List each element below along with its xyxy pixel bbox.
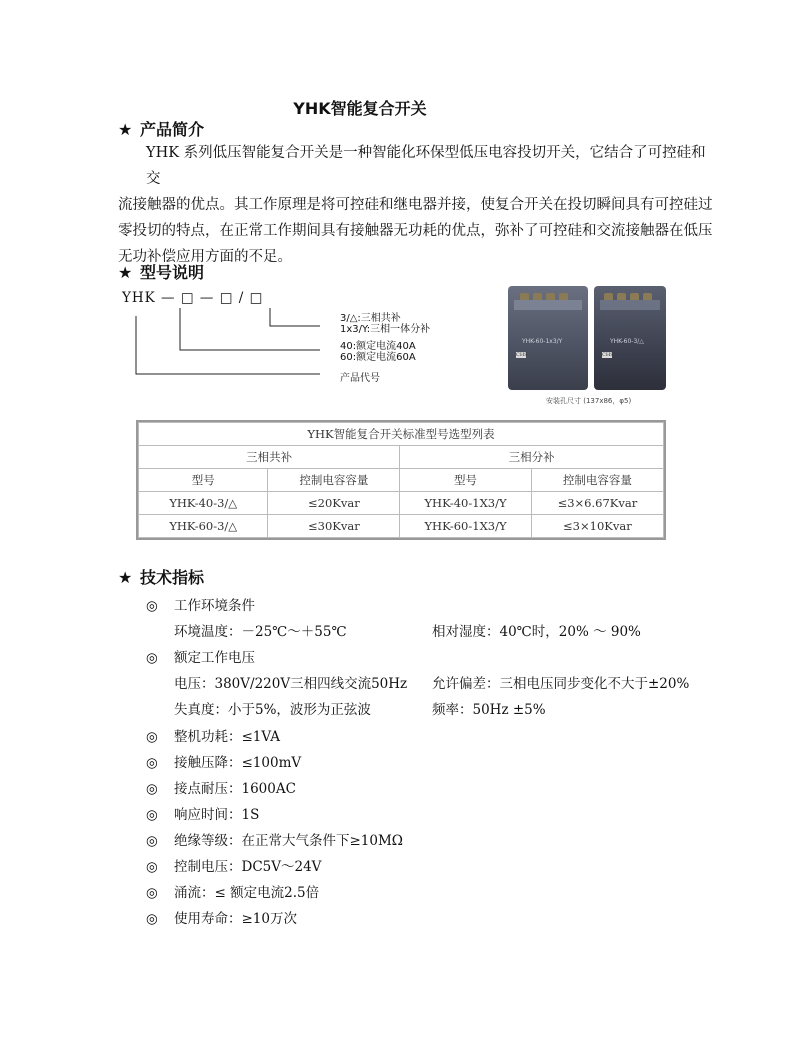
table-header: 控制电容容量 [531,469,663,492]
table-row [139,492,664,515]
product-photo [506,282,668,390]
spec-item-text: 使用寿命：≥10万次 [174,911,297,927]
star-icon: ★ [118,568,133,587]
bullet-icon: ◎ [146,859,158,875]
model-heading [118,260,204,283]
table-header: 控制电容容量 [268,469,400,492]
device2-label: YHK-60-3/△ [610,338,644,345]
model-heading-text: 型号说明 [140,263,205,282]
selection-table [136,420,666,540]
table-cell: YHK-40-3/△ [139,492,268,515]
spec-env-heading [146,594,255,614]
spec-item-text: 响应时间：1S [174,807,260,823]
note-3-delta: 3/△:三相共补 [340,313,401,324]
intro-line: 零投切的特点，在正常工作期间具有接触器无功耗的优点，弥补了可控硅和交流接触器在低压 [118,223,713,239]
spec-item-text: 整机功耗：≤1VA [174,729,280,745]
table-cell: ≤3×10Kvar [531,515,663,538]
intro-heading-text: 产品简介 [140,120,205,139]
spec-item [146,906,403,932]
model-code: YHK — □ — □ / □ [122,290,264,306]
table-cell: YHK-60-1X3/Y [400,515,532,538]
intro-line: 无功补偿应用方面的不足。 [118,249,292,265]
table-cell: ≤30Kvar [268,515,400,538]
table-caption: YHK智能复合开关标准型号选型列表 [139,423,664,446]
spec-env-temp: 环境温度：－25℃～＋55℃ [174,624,347,640]
table-cell: YHK-60-3/△ [139,515,268,538]
spec-item [146,802,403,828]
spec-list [146,724,403,932]
table-cell: ≤20Kvar [268,492,400,515]
spec-item [146,750,403,776]
spec-env-humidity: 相对湿度：40℃时，20% ～ 90% [432,624,641,640]
code-note-current [340,341,416,363]
spec-volt-heading-text: 额定工作电压 [174,650,255,666]
note-product-code: 产品代号 [340,373,380,384]
device2-brand: CHS [602,352,614,358]
model-code-leader-lines [120,300,320,380]
table-row [139,515,664,538]
bullet-icon: ◎ [146,598,158,614]
spec-item [146,854,403,880]
note-1x3-y: 1x3/Y:三相一体分补 [340,324,431,335]
bullet-icon: ◎ [146,650,158,666]
intro-line: YHK 系列低压智能复合开关是一种智能化环保型低压电容投切开关，它结合了可控硅和交 [146,145,706,187]
device-3phase-common [594,286,666,390]
tech-heading [118,565,204,588]
note-40a: 40:额定电流40A [340,341,416,352]
note-60a: 60:额定电流60A [340,352,416,363]
spec-item-text: 涌流：≤ 额定电流2.5倍 [174,885,320,901]
table-header: 型号 [400,469,532,492]
spec-item [146,724,403,750]
table-group: 三相分补 [400,446,664,469]
spec-item-text: 控制电压：DC5V～24V [174,859,322,875]
table-header: 型号 [139,469,268,492]
bullet-icon: ◎ [146,885,158,901]
spec-volt-heading [146,646,255,666]
spec-item-text: 接触压降：≤100mV [174,755,302,771]
bullet-icon: ◎ [146,729,158,745]
spec-item-text: 绝缘等级：在正常大气条件下≥10MΩ [174,833,404,849]
table-cell: ≤3×6.67Kvar [531,492,663,515]
spec-item [146,776,403,802]
intro-heading [118,117,204,140]
device-3phase-split [508,286,588,390]
spec-voltage: 电压：380V/220V三相四线交流50Hz [174,676,408,692]
spec-distortion: 失真度：小于5%，波形为正弦波 [174,702,371,718]
code-note-connection [340,313,430,335]
tech-heading-text: 技术指标 [140,568,205,587]
spec-frequency: 频率：50Hz ±5% [432,702,546,718]
document-title [0,96,800,119]
photo-caption: 安装孔尺寸 (137x86，φ5) [546,397,632,405]
bullet-icon: ◎ [146,911,158,927]
intro-line: 流接触器的优点。其工作原理是将可控硅和继电器并接，使复合开关在投切瞬间具有可控硅过 [118,197,713,213]
title-text: YHK智能复合开关 [293,99,427,118]
bullet-icon: ◎ [146,781,158,797]
table-cell: YHK-40-1X3/Y [400,492,532,515]
star-icon: ★ [118,120,133,139]
spec-tolerance: 允许偏差：三相电压同步变化不大于±20% [432,676,690,692]
spec-item [146,828,403,854]
star-icon: ★ [118,263,133,282]
bullet-icon: ◎ [146,833,158,849]
spec-env-heading-text: 工作环境条件 [174,598,255,614]
device1-brand: CHS [516,352,528,358]
bullet-icon: ◎ [146,807,158,823]
spec-item-text: 接点耐压：1600AC [174,781,296,797]
bullet-icon: ◎ [146,755,158,771]
spec-item [146,880,403,906]
table-group: 三相共补 [139,446,400,469]
intro-paragraph [118,140,718,270]
device1-label: YHK-60-1x3/Y [522,338,563,345]
